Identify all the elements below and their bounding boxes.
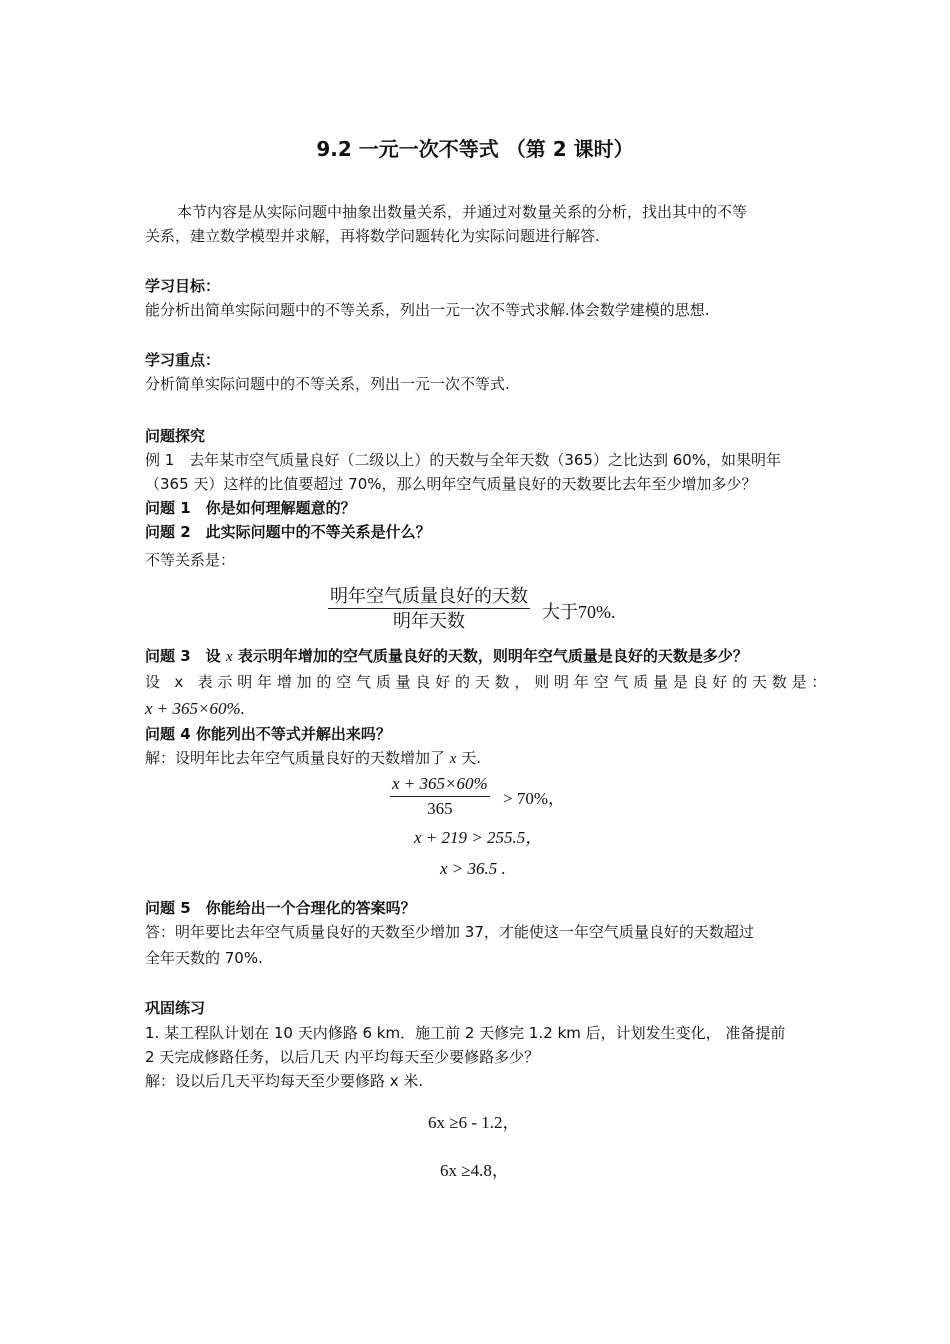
inequality-tail: > 70%， xyxy=(503,789,565,808)
inequality-numerator: x + 365×60% xyxy=(392,774,488,793)
answer-4-start: 解：设明年比去年空气质量良好的天数增加了 xyxy=(145,749,446,767)
focus-text: 分析简单实际问题中的不等关系，列出一元一次不等式. xyxy=(145,375,510,393)
practice-1-line-1: 1. 某工程队计划在 10 天内修路 6 km．施工前 2 天修完 1.2 km 后，计划发生变化， 准备提前 xyxy=(145,1024,786,1042)
answer-5-line-1: 答：明年要比去年空气质量良好的天数至少增加 37，才能使这一年空气质量良好的天数超过 xyxy=(145,923,754,941)
practice-step-2: 6x ≥4.8， xyxy=(440,1161,509,1180)
inequality-denominator: 365 xyxy=(427,799,453,818)
intro-line-2: 关系，建立数学模型并求解，再将数学问题转化为实际问题进行解答. xyxy=(145,227,600,245)
question-1: 问题 1 你是如何理解题意的？ xyxy=(145,499,356,517)
page-title: 9.2 一元一次不等式 （第 2 课时） xyxy=(316,137,634,161)
focus-heading: 学习重点： xyxy=(145,351,221,369)
question-3-end: 表示明年增加的空气质量良好的天数，则明年空气质量是良好的天数是多少？ xyxy=(237,647,748,665)
explore-heading: 问题探究 xyxy=(145,427,206,445)
practice-1-line-2: 2 天完成修路任务，以后几天 内平均每天至少要修路多少？ xyxy=(145,1048,540,1066)
relation-label: 不等关系是： xyxy=(145,551,236,569)
inequality-step-3: x > 36.5 . xyxy=(440,859,506,878)
intro-line-1: 本节内容是从实际问题中抽象出数量关系，并通过对数量关系的分析，找出其中的不等 xyxy=(177,203,748,221)
inequality-fraction xyxy=(390,772,490,821)
practice-heading: 巩固练习 xyxy=(145,999,206,1017)
goals-text: 能分析出简单实际问题中的不等关系，列出一元一次不等式求解.体会数学建模的思想. xyxy=(145,301,710,319)
inequality-step-2: x + 219 > 255.5， xyxy=(414,828,543,847)
question-3 xyxy=(145,644,748,669)
practice-step-1: 6x ≥6 - 1.2， xyxy=(428,1113,520,1132)
answer-3-text: 设 x 表示明年增加的空气质量良好的天数，则明年空气质量是良好的天数是： xyxy=(145,673,832,691)
answer-4-end: 天. xyxy=(461,749,482,767)
goals-heading: 学习目标： xyxy=(145,277,221,295)
relation-tail: 大于70%. xyxy=(542,602,616,622)
answer-3-expression: x + 365×60%. xyxy=(145,699,245,718)
answer-4-variable: x xyxy=(449,751,457,767)
question-4: 问题 4 你能列出不等式并解出来吗？ xyxy=(145,725,391,743)
question-5: 问题 5 你能给出一个合理化的答案吗？ xyxy=(145,899,416,917)
answer-5-line-2: 全年天数的 70%. xyxy=(145,949,263,967)
example-line-1: 例 1 去年某市空气质量良好（二级以上）的天数与全年天数（365）之比达到 60%，如果明年 xyxy=(145,451,782,469)
question-3-variable: x xyxy=(225,649,233,665)
relation-numerator: 明年空气质量良好的天数 xyxy=(330,586,528,606)
question-3-start: 问题 3 设 xyxy=(145,647,221,665)
relation-fraction xyxy=(328,584,530,633)
practice-solution: 解：设以后几天平均每天至少要修路 x 米. xyxy=(145,1072,424,1090)
answer-4-intro xyxy=(145,746,481,771)
example-line-2: （365 天）这样的比值要超过 70%，那么明年空气质量良好的天数要比去年至少增加多少？ xyxy=(145,475,757,493)
relation-denominator: 明年天数 xyxy=(393,611,465,631)
question-2: 问题 2 此实际问题中的不等关系是什么？ xyxy=(145,523,431,541)
